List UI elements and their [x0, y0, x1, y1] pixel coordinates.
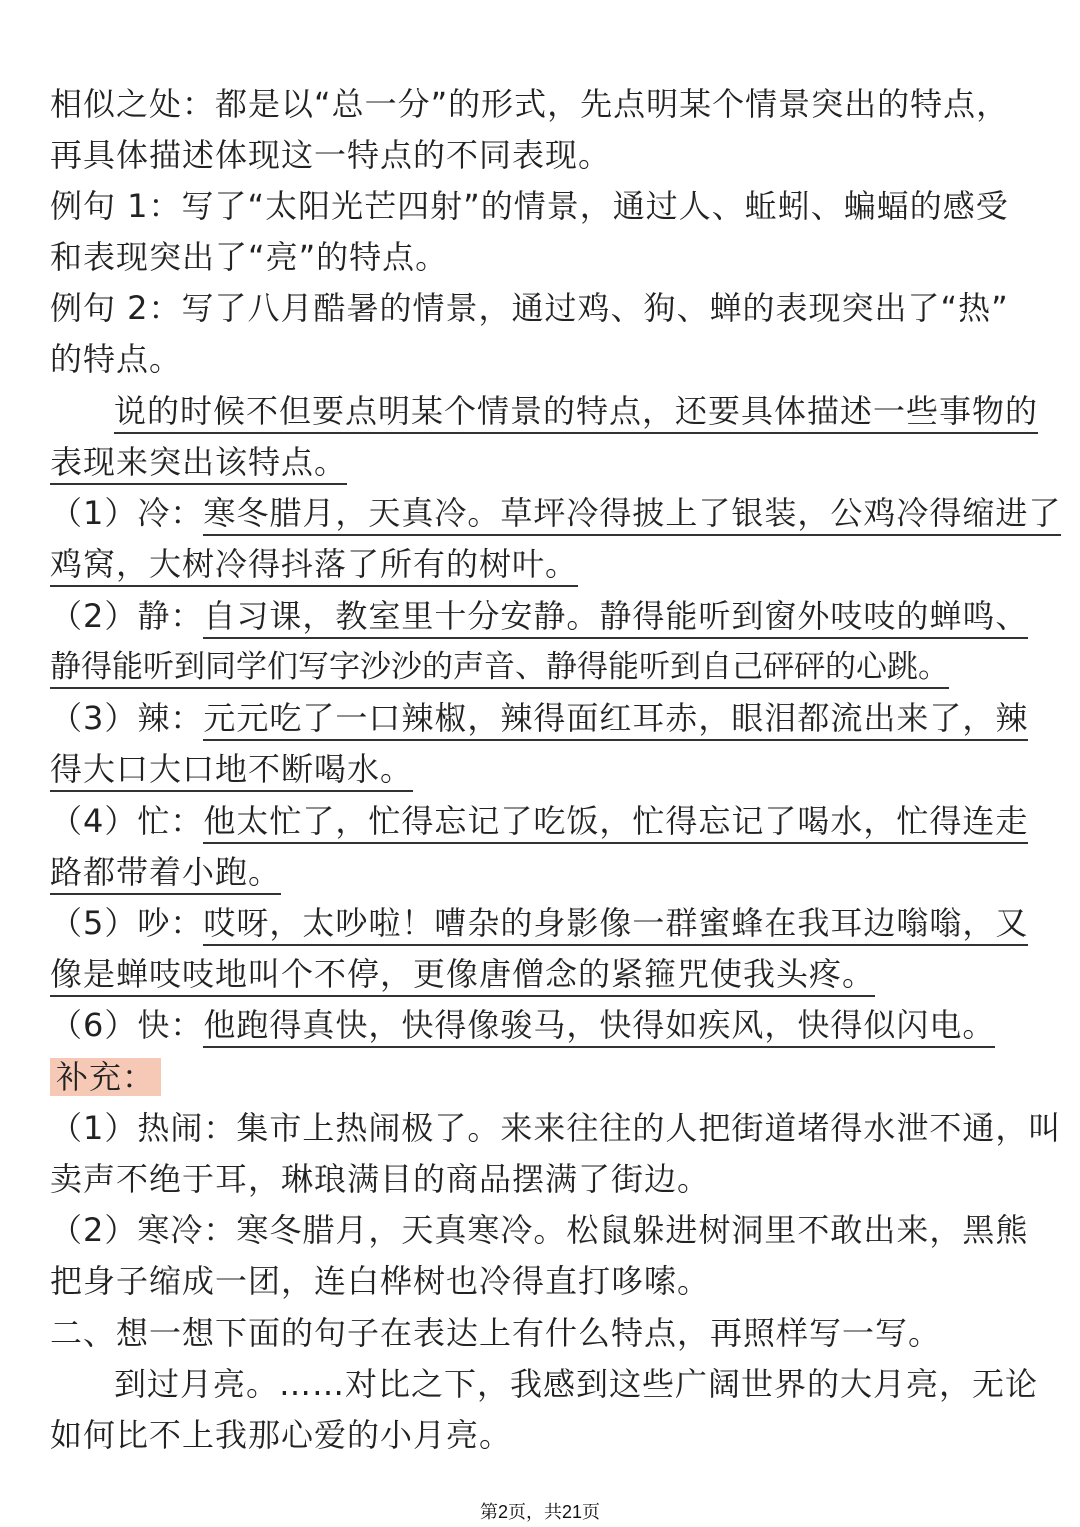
- list-item-noisy-cont: [50, 954, 875, 994]
- tip-text-2: 表现来突出该特点。: [50, 443, 347, 485]
- item-text: 路都带着小跑。: [50, 853, 281, 895]
- list-item-quiet-cont: [50, 647, 949, 687]
- section-2-line-2: 如何比不上我那心爱的小月亮。: [50, 1416, 513, 1454]
- item-label: （2）静：: [50, 597, 204, 635]
- list-item-spicy-cont: [50, 749, 413, 789]
- supplement-heading: [50, 1057, 161, 1097]
- item-text: 鸡窝，大树冷得抖落了所有的树叶。: [50, 545, 578, 587]
- supplement-item-2-line-2: 把身子缩成一团，连白桦树也冷得直打哆嗦。: [50, 1262, 711, 1300]
- supplement-item-1-line-1: （1）热闹：集市上热闹极了。来来往往的人把街道堵得水泄不通，叫: [50, 1109, 1062, 1147]
- item-label: （1）冷：: [50, 494, 204, 532]
- tip-line-2: [50, 442, 347, 482]
- example-1-line-1: 例句 1：写了“太阳光芒四射”的情景，通过人、蚯蚓、蝙蝠的感受: [50, 187, 1009, 225]
- supplement-item-2-line-1: （2）寒冷：寒冬腊月，天真寒冷。松鼠躲进树洞里不敢出来，黑熊: [50, 1211, 1029, 1249]
- item-label: （5）吵：: [50, 904, 204, 942]
- item-text: 他跑得真快，快得像骏马，快得如疾风，快得似闪电。: [203, 1006, 995, 1048]
- list-item-fast: [50, 1005, 995, 1045]
- item-text: 哎呀，太吵啦！嘈杂的身影像一群蜜蜂在我耳边嗡嗡，又: [203, 904, 1028, 946]
- tip-line-1: [114, 391, 1038, 431]
- example-2-line-2: 的特点。: [50, 340, 183, 378]
- item-text: 静得能听到同学们写字沙沙的声音、静得能听到自己砰砰的心跳。: [50, 649, 949, 689]
- similarity-line-2: 再具体描述体现这一特点的不同表现。: [50, 136, 612, 174]
- tip-text-1: 说的时候不但要点明某个情景的特点，还要具体描述一些事物的: [114, 392, 1038, 434]
- list-item-quiet: [50, 596, 1028, 636]
- section-2-heading: 二、想一想下面的句子在表达上有什么特点，再照样写一写。: [50, 1314, 942, 1352]
- page-footer: 第2页，共21页: [479, 1502, 601, 1522]
- supplement-item-1-line-2: 卖声不绝于耳，琳琅满目的商品摆满了街边。: [50, 1160, 711, 1198]
- item-label: （6）快：: [50, 1006, 204, 1044]
- list-item-busy: [50, 801, 1028, 841]
- item-text: 得大口大口地不断喝水。: [50, 750, 413, 792]
- item-text: 像是蝉吱吱地叫个不停，更像唐僧念的紧箍咒使我头疼。: [50, 955, 875, 997]
- example-2-line-1: 例句 2：写了八月酷暑的情景，通过鸡、狗、蝉的表现突出了“热”: [50, 289, 1009, 327]
- list-item-busy-cont: [50, 852, 281, 892]
- list-item-noisy: [50, 903, 1028, 943]
- item-text: 寒冬腊月，天真冷。草坪冷得披上了银装，公鸡冷得缩进了: [203, 494, 1061, 536]
- item-label: （4）忙：: [50, 802, 204, 840]
- item-label: （3）辣：: [50, 699, 204, 737]
- list-item-cold: [50, 493, 1061, 533]
- similarity-line-1: 相似之处：都是以“总一分”的形式，先点明某个情景突出的特点，: [50, 85, 1010, 123]
- example-1-line-2: 和表现突出了“亮”的特点。: [50, 238, 449, 276]
- item-text: 自习课，教室里十分安静。静得能听到窗外吱吱的蝉鸣、: [203, 597, 1028, 639]
- section-2-line-1: 到过月亮。……对比之下，我感到这些广阔世界的大月亮，无论: [114, 1365, 1039, 1403]
- list-item-spicy: [50, 698, 1028, 738]
- list-item-cold-cont: [50, 544, 578, 584]
- supplement-title: 补充：: [50, 1058, 161, 1096]
- item-text: 他太忙了，忙得忘记了吃饭，忙得忘记了喝水，忙得连走: [203, 802, 1028, 844]
- item-text: 元元吃了一口辣椒，辣得面红耳赤，眼泪都流出来了，辣: [203, 699, 1028, 741]
